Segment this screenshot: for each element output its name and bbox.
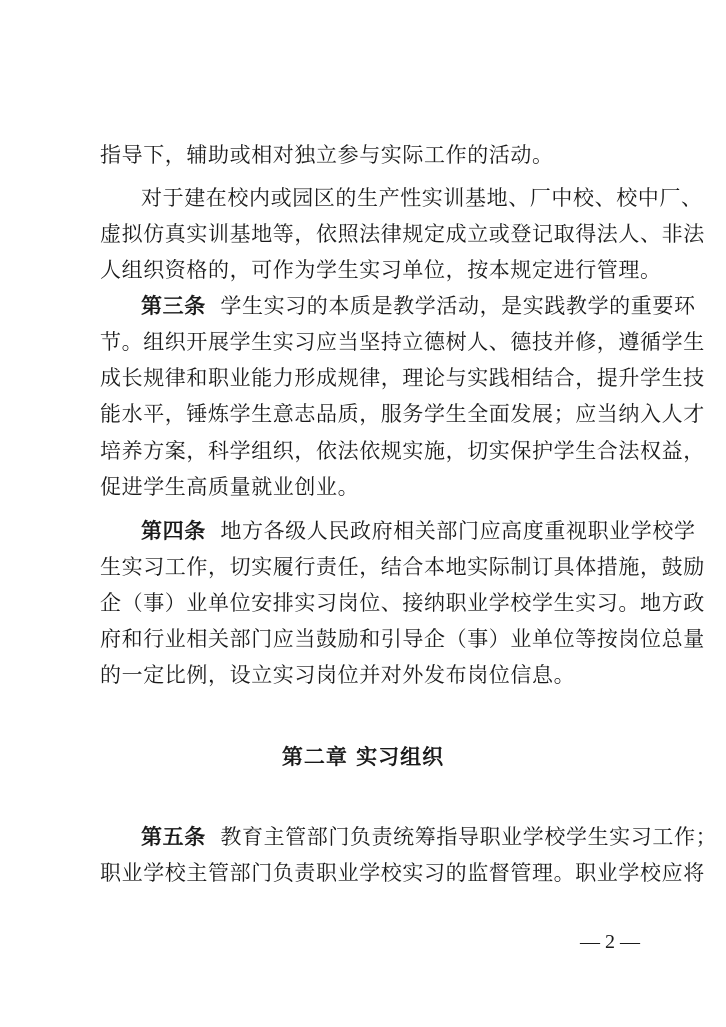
article-5-first-line	[141, 823, 718, 851]
article-text: 学生实习的本质是教学活动，是实践教学的重要环	[220, 294, 696, 318]
paragraph-line: 生实习工作，切实履行责任，结合本地实际制订具体措施，鼓励	[100, 555, 705, 579]
article-number: 第三条	[141, 294, 206, 318]
paragraph-line: 企（事）业单位安排实习岗位、接纳职业学校学生实习。地方政	[100, 591, 705, 615]
paragraph-line: 对于建在校内或园区的生产性实训基地、厂中校、校中厂、	[141, 186, 703, 210]
paragraph-line: 职业学校主管部门负责职业学校实习的监督管理。职业学校应将	[100, 861, 705, 885]
page-number: — 2 —	[580, 931, 640, 953]
article-3-first-line	[141, 292, 696, 320]
chapter-heading: 第二章 实习组织	[281, 745, 445, 769]
article-number: 第四条	[141, 519, 206, 543]
paragraph-line: 促进学生高质量就业创业。	[100, 475, 360, 499]
paragraph-line: 府和行业相关部门应当鼓励和引导企（事）业单位等按岗位总量	[100, 627, 705, 651]
paragraph-line: 节。组织开展学生实习应当坚持立德树人、德技并修，遵循学生	[100, 330, 705, 354]
paragraph-line: 能水平，锤炼学生意志品质，服务学生全面发展；应当纳入人才	[100, 402, 705, 426]
article-number: 第五条	[141, 825, 206, 849]
article-text: 地方各级人民政府相关部门应高度重视职业学校学	[220, 519, 696, 543]
paragraph-line: 的一定比例，设立实习岗位并对外发布岗位信息。	[100, 663, 576, 687]
paragraph-line: 培养方案，科学组织，依法依规实施，切实保护学生合法权益，	[100, 439, 705, 463]
paragraph-line: 指导下，辅助或相对独立参与实际工作的活动。	[100, 143, 554, 167]
paragraph-line: 成长规律和职业能力形成规律，理论与实践相结合，提升学生技	[100, 366, 705, 390]
paragraph-line: 虚拟仿真实训基地等，依照法律规定成立或登记取得法人、非法	[100, 222, 705, 246]
article-text: 教育主管部门负责统筹指导职业学校学生实习工作；	[220, 825, 718, 849]
paragraph-line: 人组织资格的，可作为学生实习单位，按本规定进行管理。	[100, 258, 662, 282]
article-4-first-line	[141, 517, 696, 545]
